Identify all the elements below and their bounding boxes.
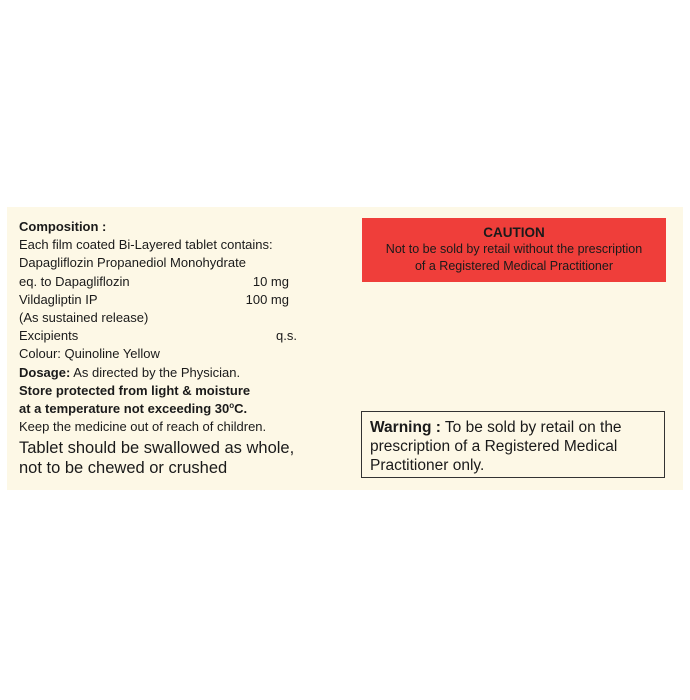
composition-section [19, 218, 309, 478]
swallow-line-2: not to be chewed or crushed [19, 459, 228, 478]
dosage-text: As directed by the Physician. [70, 364, 241, 380]
storage-line-1: Store protected from light & moisture [19, 382, 251, 398]
keep-away-line: Keep the medicine out of reach of children. [19, 419, 267, 435]
warning-box [361, 411, 665, 478]
ingredient2-note: (As sustained release) [19, 310, 149, 326]
ingredient1-name: Dapagliflozin Propanediol Monohydrate [19, 255, 246, 271]
warning-text: To be sold by retail on the prescription of a Registered Medical Practitioner only. [370, 419, 622, 474]
storage-line-2-text: at a temperature not exceeding 30 [19, 401, 230, 417]
excipients-label: Excipients [19, 328, 79, 344]
swallow-line-1: Tablet should be swallowed as whole, [19, 439, 295, 458]
caution-box [362, 218, 666, 282]
storage-line-2 [19, 400, 309, 418]
degree-symbol: o [229, 401, 235, 411]
ingredient2-dose: 100 mg [245, 291, 289, 307]
composition-heading: Composition : [19, 219, 107, 234]
dosage-label: Dosage: [19, 364, 71, 380]
storage-line-2-unit: C. [234, 401, 248, 417]
caution-line-1: Not to be sold by retail without the prescription [385, 242, 643, 256]
ingredient2-name: Vildagliptin IP [19, 291, 98, 307]
ingredient1-dose: 10 mg [252, 273, 289, 289]
ingredient1-row [19, 273, 309, 291]
ingredient2-row [19, 291, 309, 309]
composition-intro: Each film coated Bi-Layered tablet contains: [19, 237, 273, 253]
caution-line-2: of a Registered Medical Practitioner [414, 258, 613, 273]
ingredient1-eq: eq. to Dapagliflozin [19, 273, 130, 289]
dosage-line [19, 364, 309, 382]
excipients-value: q.s. [276, 328, 297, 344]
excipients-row [19, 327, 309, 345]
warning-label: Warning : [370, 419, 441, 436]
colour-line: Colour: Quinoline Yellow [19, 346, 160, 362]
label-panel [7, 207, 683, 490]
caution-title: CAUTION [483, 225, 545, 240]
